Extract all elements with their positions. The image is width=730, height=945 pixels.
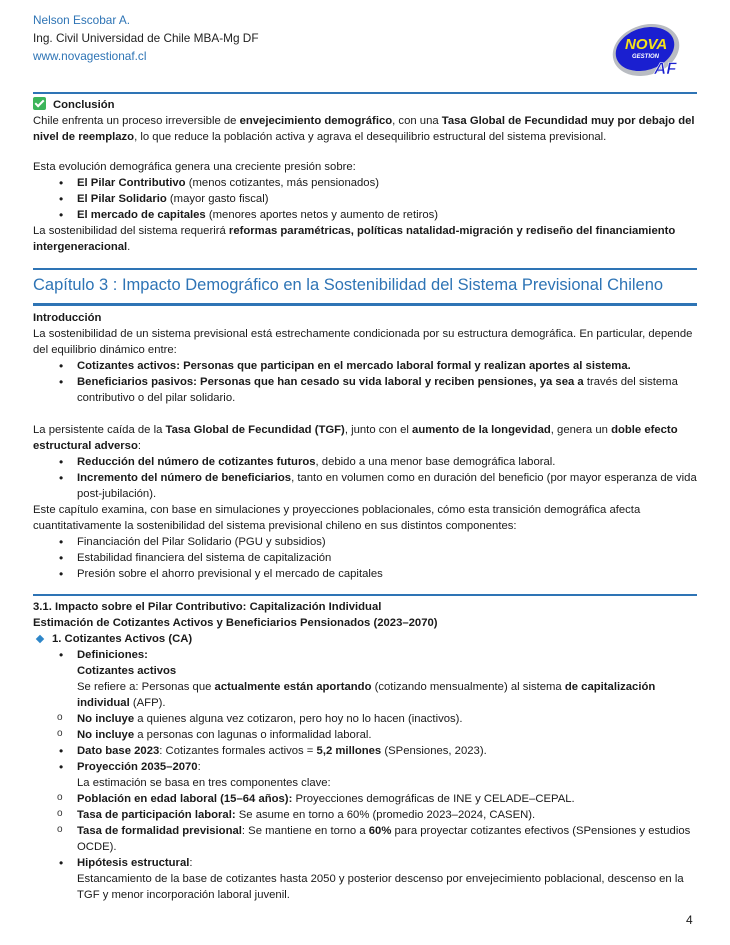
logo-nova-text: NOVA: [625, 36, 668, 53]
list-item: o Tasa de formalidad previsional: Se mantiene en torno a 60% para proyectar cotizantes efectivos (SPensiones y estudios OCDE).: [55, 823, 697, 855]
list-item-dato-base: • Dato base 2023: Cotizantes formales activos = 5,2 millones (SPensiones, 2023).: [33, 743, 697, 759]
list-item-hipotesis: • Hipótesis estructural: Estancamiento de la base de cotizantes hasta 2050 y posterior descenso por envejecimiento poblacional, descenso en la TGF y menor incorporación laboral juvenil.: [33, 855, 697, 903]
list-item: o No incluye a personas con lagunas o informalidad laboral.: [55, 727, 697, 743]
check-box-icon: [33, 97, 46, 110]
divider: [33, 303, 697, 306]
divider: [33, 268, 697, 270]
list-item: • El Pilar Solidario (mayor gasto fiscal): [33, 191, 697, 207]
divider: [33, 594, 697, 596]
list-item: • Financiación del Pilar Solidario (PGU y subsidios): [33, 534, 697, 550]
website-link[interactable]: www.novagestionaf.cl: [33, 49, 147, 63]
list-item: • Reducción del número de cotizantes futuros, debido a una menor base demográfica laboral.: [33, 454, 697, 470]
author-credentials: Ing. Civil Universidad de Chile MBA-Mg DF: [33, 31, 259, 45]
chapter-scope-paragraph: Este capítulo examina, con base en simulaciones y proyecciones poblacionales, cómo esta transición demográfica afecta cuantitativamente la sostenibilidad del sistema previsional chileno en sus distintos componentes:: [33, 504, 641, 532]
section-3-1: [33, 599, 697, 903]
introduction-section: [33, 310, 697, 582]
nova-gestion-logo: [608, 20, 690, 82]
tgf-paragraph: La persistente caída de la Tasa Global de Fecundidad (TGF), junto con el aumento de la longevidad, genera un doble efecto estructural adverso:: [33, 424, 678, 452]
list-item: o Población en edad laboral (15–64 años): Proyecciones demográficas de INE y CELADE–CEPAL.: [55, 791, 697, 807]
effects-list: [33, 454, 697, 502]
logo-gestion-text: GESTION: [632, 54, 660, 60]
intro-paragraph: La sostenibilidad de un sistema previsional está estrechamente condicionada por su estructura demográfica. En particular, depende del equilibrio dinámico entre:: [33, 328, 693, 356]
intro-list: [33, 358, 697, 406]
components-list: [33, 534, 697, 582]
conclusion-paragraph: Chile enfrenta un proceso irreversible de envejecimiento demográfico, con una Tasa Global de Fecundidad muy por debajo del nivel de reemplazo, lo que reduce la población activa y agrava el desequilibrio estructural del sistema previsional.: [33, 115, 695, 143]
sustainability-paragraph: La sostenibilidad del sistema requerirá reformas paramétricas, políticas natalidad-migración y rediseño del financiamiento intergeneracional.: [33, 225, 676, 253]
diamond-bullet-icon: [36, 634, 44, 642]
author-name: Nelson Escobar A.: [33, 13, 131, 27]
item-title: 1. Cotizantes Activos (CA): [33, 631, 697, 647]
components-sublist: [55, 791, 697, 855]
list-item: • Incremento del número de beneficiarios, tanto en volumen como en duración del beneficio (por mayor esperanza de vida post-jubilación).: [33, 470, 697, 502]
list-item: • Presión sobre el ahorro previsional y el mercado de capitales: [33, 566, 697, 582]
logo-af-text: AF: [654, 59, 677, 78]
list-item: o No incluye a quienes alguna vez cotizaron, pero hoy no lo hacen (inactivos).: [55, 711, 697, 727]
list-item: • Estabilidad financiera del sistema de capitalización: [33, 550, 697, 566]
conclusion-section: [33, 97, 697, 255]
list-item: • El mercado de capitales (menores aportes netos y aumento de retiros): [33, 207, 697, 223]
conclusion-heading: Conclusión: [33, 97, 697, 113]
section-heading: 3.1. Impacto sobre el Pilar Contributivo: Capitalización Individual: [33, 601, 382, 613]
section-subheading: Estimación de Cotizantes Activos y Beneficiarios Pensionados (2023–2070): [33, 617, 438, 629]
page-header: [33, 11, 259, 65]
divider: [33, 92, 697, 94]
list-item: • El Pilar Contributivo (menos cotizantes, más pensionados): [33, 175, 697, 191]
cotizantes-list: [33, 647, 697, 903]
page-number: 4: [686, 913, 693, 927]
pressure-intro: Esta evolución demográfica genera una creciente presión sobre:: [33, 161, 356, 173]
list-item-proyeccion: • Proyección 2035–2070: La estimación se basa en tres componentes clave: o Población en edad laboral (15–64 años): Proyecciones demográficas de INE y CELADE–CEPAL. o Tasa de participación laboral: Se asume en torno a 60% (promedio 2023–2024, CASEN). o Tasa de formalidad previsional: Se mantiene en torno a 60% para proyectar cotizantes efectivos (SPensiones y estudios OCDE).: [33, 759, 697, 855]
exclusions-list: [55, 711, 697, 743]
list-item: • Beneficiarios pasivos: Personas que han cesado su vida laboral y reciben pensiones, ya sea a través del sistema contributivo o del pilar solidario.: [33, 374, 697, 406]
list-item: • Cotizantes activos: Personas que participan en el mercado laboral formal y realizan aportes al sistema.: [33, 358, 697, 374]
chapter-title: Capítulo 3 : Impacto Demográfico en la Sostenibilidad del Sistema Previsional Chileno: [33, 276, 664, 294]
intro-heading: Introducción: [33, 312, 102, 324]
list-item-definiciones: • Definiciones: Cotizantes activos Se refiere a: Personas que actualmente están aportando (cotizando mensualmente) al sistema de capitalización individual (AFP). o No incluye a quienes alguna vez cotizaron, pero hoy no lo hacen (inactivos). o No incluye a personas con lagunas o informalidad laboral.: [33, 647, 697, 743]
pressure-list: [33, 175, 697, 223]
list-item: o Tasa de participación laboral: Se asume en torno a 60% (promedio 2023–2024, CASEN).: [55, 807, 697, 823]
